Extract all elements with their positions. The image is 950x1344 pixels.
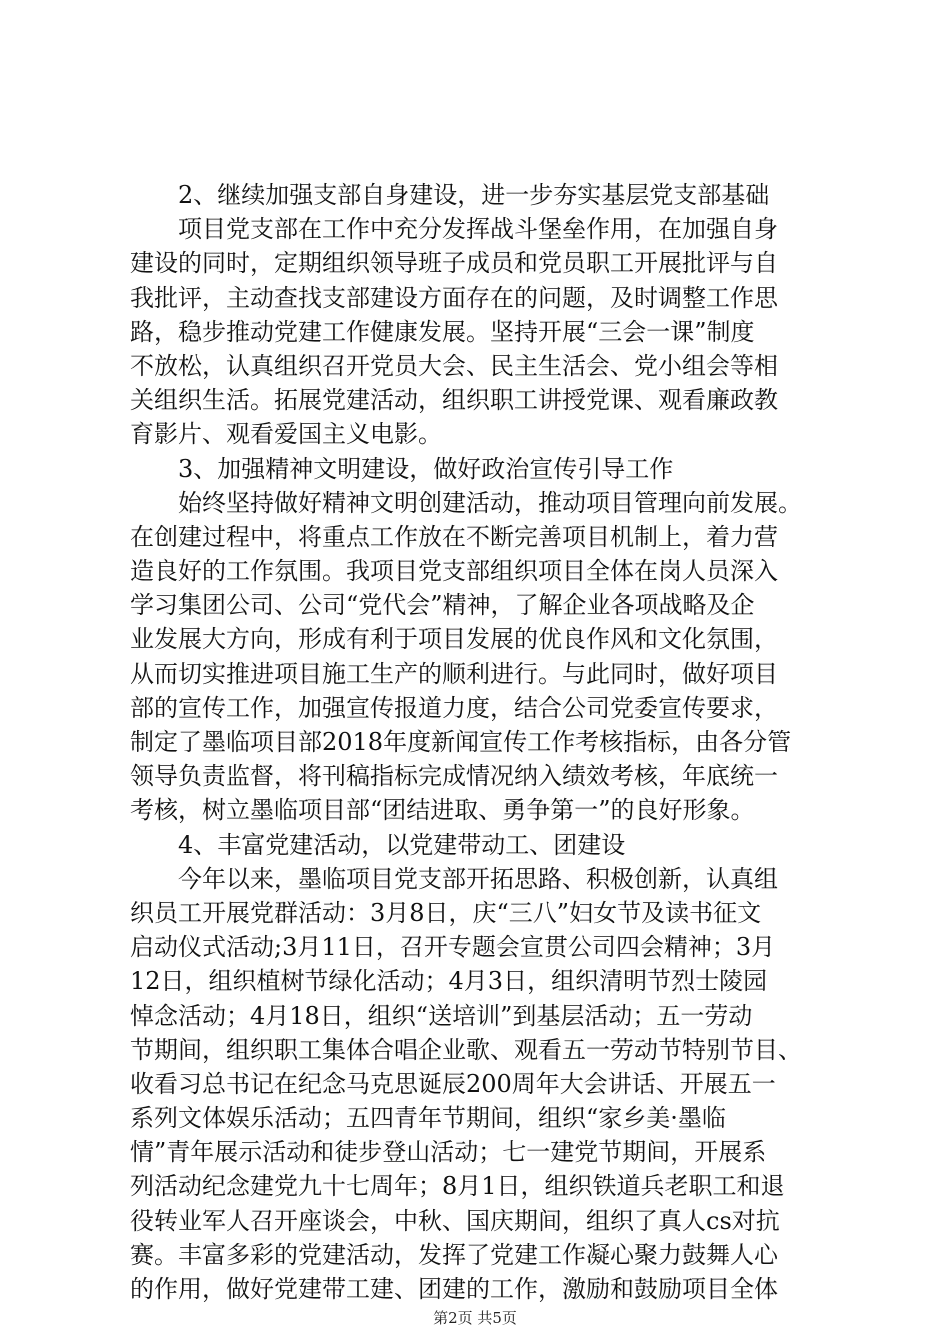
text-line: 列活动纪念建党九十七周年；8月1日，组织铁道兵老职工和退 xyxy=(130,1172,785,1201)
text-line: 建设的同时，定期组织领导班子成员和党员职工开展批评与自 xyxy=(130,249,778,278)
text-line: 今年以来，墨临项目党支部开拓思路、积极创新，认真组 xyxy=(130,864,778,893)
text-line: 关组织生活。拓展党建活动，组织职工讲授党课、观看廉政教 xyxy=(130,386,778,415)
text-line: 收看习总书记在纪念马克思诞辰200周年大会讲话、开展五一 xyxy=(130,1069,776,1098)
text-line: 领导负责监督，将刊稿指标完成情况纳入绩效考核，年底统一 xyxy=(130,762,778,791)
text-line: 造良好的工作氛围。我项目党支部组织项目全体在岗人员深入 xyxy=(130,557,778,586)
text-line: 役转业军人召开座谈会，中秋、国庆期间，组织了真人cs对抗 xyxy=(130,1206,780,1235)
text-line: 3、加强精神文明建设，做好政治宣传引导工作 xyxy=(130,454,674,483)
text-line: 在创建过程中，将重点工作放在不断完善项目机制上，着力营 xyxy=(130,522,778,551)
text-line: 我批评，主动查找支部建设方面存在的问题，及时调整工作思 xyxy=(130,283,778,312)
text-line: 不放松，认真组织召开党员大会、民主生活会、党小组会等相 xyxy=(130,351,778,380)
text-line: 业发展大方向，形成有利于项目发展的优良作风和文化氛围， xyxy=(130,625,778,654)
text-line: 始终坚持做好精神文明创建活动，推动项目管理向前发展。 xyxy=(130,488,802,517)
text-line: 12日，组织植树节绿化活动；4月3日，组织清明节烈士陵园 xyxy=(130,967,768,996)
text-line: 系列文体娱乐活动；五四青年节期间，组织“家乡美·墨临 xyxy=(130,1104,726,1133)
text-line: 项目党支部在工作中充分发挥战斗堡垒作用，在加强自身 xyxy=(130,215,778,244)
text-line: 织员工开展党群活动：3月8日，庆“三八”妇女节及读书征文 xyxy=(130,898,762,927)
text-line: 从而切实推进项目施工生产的顺利进行。与此同时，做好项目 xyxy=(130,659,778,688)
page-number-footer: 第2页 共5页 xyxy=(433,1309,517,1327)
text-line: 路，稳步推动党建工作健康发展。坚持开展“三会一课”制度 xyxy=(130,317,755,346)
text-line: 节期间，组织职工集体合唱企业歌、观看五一劳动节特别节目、 xyxy=(130,1035,802,1064)
text-line: 制定了墨临项目部2018年度新闻宣传工作考核指标，由各分管 xyxy=(130,728,792,756)
text-line: 考核，树立墨临项目部“团结进取、勇争第一”的良好形象。 xyxy=(130,796,755,825)
text-line: 育影片、观看爱国主义电影。 xyxy=(130,420,442,449)
text-line: 悼念活动；4月18日，组织“送培训”到基层活动；五一劳动 xyxy=(130,1001,753,1030)
text-line: 情”青年展示活动和徒步登山活动；七一建党节期间，开展系 xyxy=(130,1138,767,1167)
text-line: 学习集团公司、公司“党代会”精神，了解企业各项战略及企 xyxy=(130,591,755,620)
document-body xyxy=(130,178,834,1306)
text-line: 的作用，做好党建带工建、团建的工作，激励和鼓励项目全体 xyxy=(130,1275,778,1303)
text-line: 2、继续加强支部自身建设，进一步夯实基层党支部基础 xyxy=(130,181,770,209)
text-line: 部的宣传工作，加强宣传报道力度，结合公司党委宣传要求， xyxy=(130,693,778,722)
text-line: 赛。丰富多彩的党建活动，发挥了党建工作凝心聚力鼓舞人心 xyxy=(130,1240,778,1269)
text-line: 4、丰富党建活动，以党建带动工、团建设 xyxy=(130,830,626,859)
text-line: 启动仪式活动;3月11日，召开专题会宣贯公司四会精神；3月 xyxy=(130,933,776,962)
